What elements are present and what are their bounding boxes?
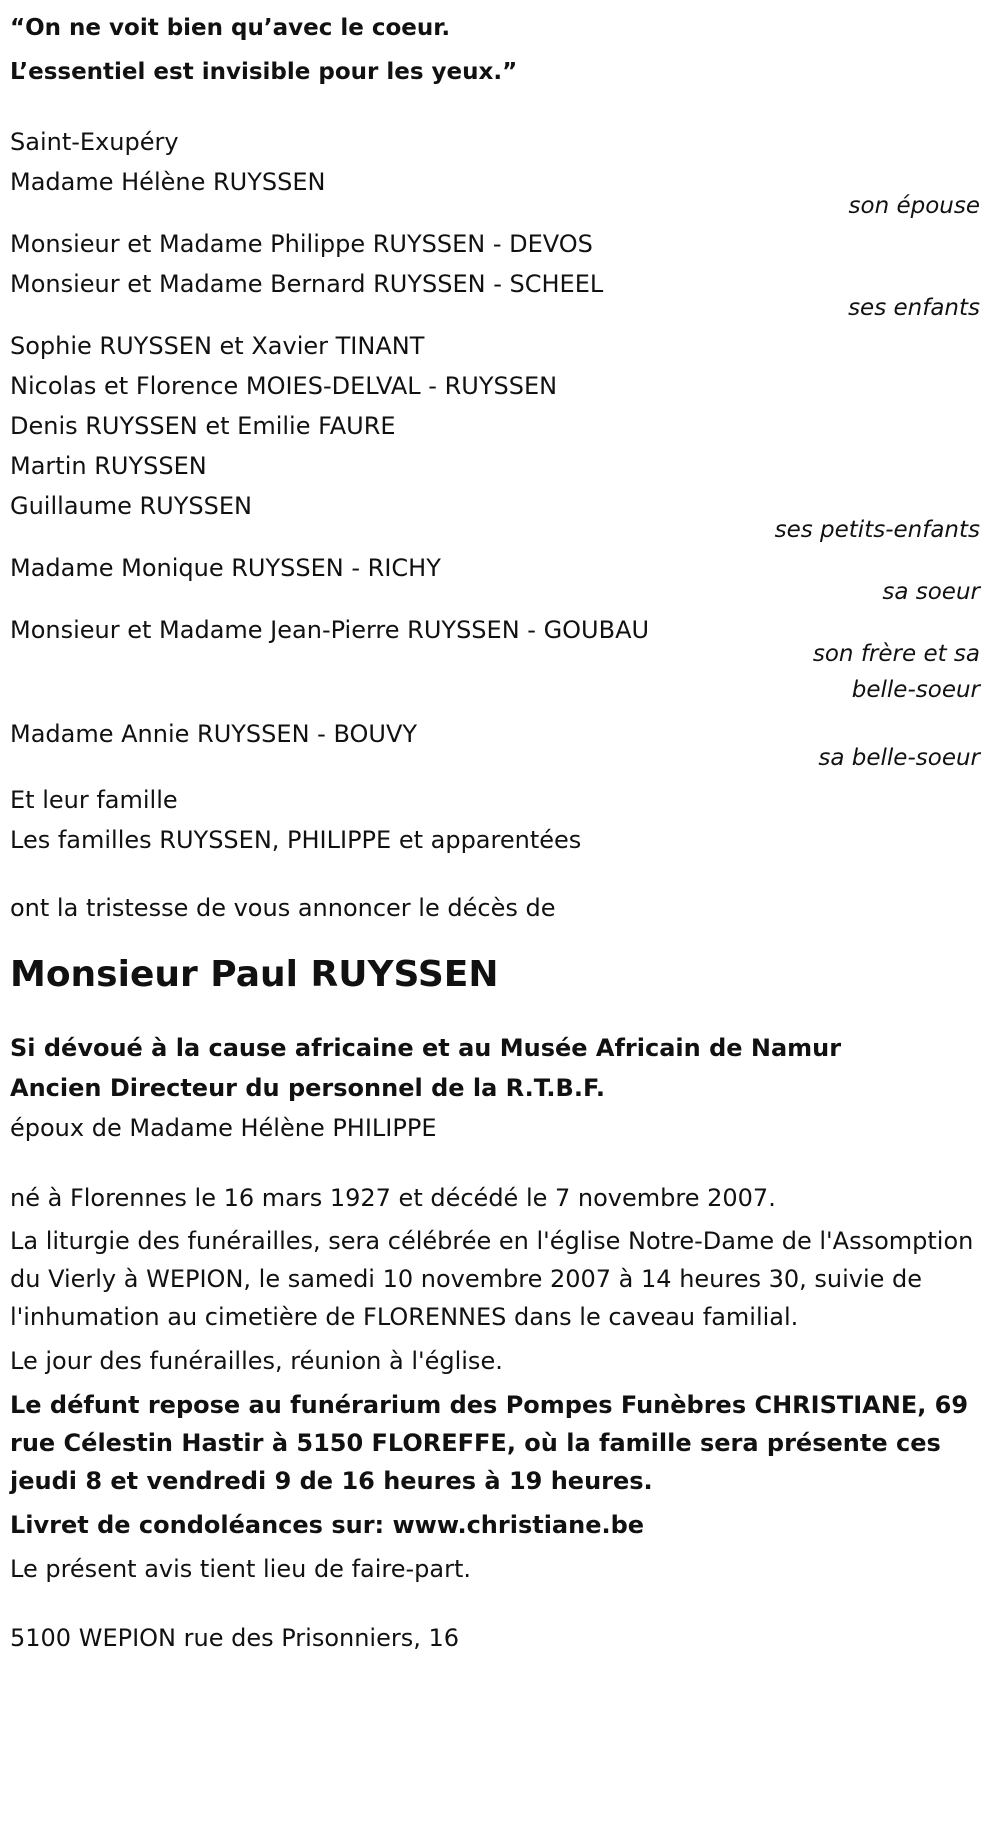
deceased-name: Monsieur Paul RUYSSEN: [10, 954, 499, 995]
deceased-title: Ancien Directeur du personnel de la R.T.B.F.: [10, 1074, 605, 1102]
quote-author: Saint-Exupéry: [10, 128, 179, 156]
family-relation: sa belle-soeur: [818, 745, 980, 771]
condolences-line: Livret de condoléances sur: www.christiane.be: [10, 1511, 645, 1539]
address-line: 5100 WEPION rue des Prisonniers, 16: [10, 1624, 460, 1652]
family-name: Monsieur et Madame Bernard RUYSSEN - SCHEEL: [10, 270, 604, 298]
family-name: Monsieur et Madame Philippe RUYSSEN - DEVOS: [10, 230, 593, 258]
family-name: Sophie RUYSSEN et Xavier TINANT: [10, 332, 425, 360]
family-relation: ses petits-enfants: [774, 517, 980, 543]
quote-line-2: L’essentiel est invisible pour les yeux.”: [10, 59, 518, 85]
family-relation-line-2: belle-soeur: [851, 677, 980, 703]
family-name: Madame Annie RUYSSEN - BOUVY: [10, 720, 418, 748]
family-relation: son épouse: [848, 193, 980, 219]
family-name: Guillaume RUYSSEN: [10, 492, 252, 520]
family-name: Nicolas et Florence MOIES-DELVAL - RUYSSEN: [10, 372, 558, 400]
family-name: Monsieur et Madame Jean-Pierre RUYSSEN - GOUBAU: [10, 616, 650, 644]
family-name: Madame Hélène RUYSSEN: [10, 168, 326, 196]
funeral-home-paragraph: Le défunt repose au funérarium des Pompes Funèbres CHRISTIANE, 69 rue Célestin Hastir à 5150 FLOREFFE, où la famille sera présente ces jeudi 8 et vendredi 9 de 16 heures à 19 heures.: [10, 1391, 969, 1495]
family-relation-line-1: son frère et sa: [812, 641, 980, 667]
notice-line: Le présent avis tient lieu de faire-part.: [10, 1555, 472, 1583]
family-list: [10, 162, 990, 776]
meeting-line: Le jour des funérailles, réunion à l'église.: [10, 1347, 503, 1375]
quote-line-1: “On ne voit bien qu’avec le coeur.: [10, 15, 451, 41]
birth-death-line: né à Florennes le 16 mars 1927 et décédé le 7 novembre 2007.: [10, 1184, 776, 1212]
family-relation: ses enfants: [848, 295, 980, 321]
deceased-title: Si dévoué à la cause africaine et au Musée Africain de Namur: [10, 1034, 842, 1062]
announcement-text: ont la tristesse de vous annoncer le décès de: [10, 894, 556, 922]
family-name: Madame Monique RUYSSEN - RICHY: [10, 554, 441, 582]
spouse-line: époux de Madame Hélène PHILIPPE: [10, 1114, 437, 1142]
family-name: Denis RUYSSEN et Emilie FAURE: [10, 412, 396, 440]
family-name: Martin RUYSSEN: [10, 452, 207, 480]
family-relation: sa soeur: [882, 579, 980, 605]
liturgy-paragraph: La liturgie des funérailles, sera célébrée en l'église Notre-Dame de l'Assomption du Vierly à WEPION, le samedi 10 novembre 2007 à 14 heures 30, suivie de l'inhumation au cimetière de FLORENNES dans le caveau familial.: [10, 1227, 974, 1331]
family-group: [10, 326, 990, 526]
extended-family-line: Et leur famille: [10, 786, 178, 814]
extended-family-line: Les familles RUYSSEN, PHILIPPE et apparentées: [10, 826, 582, 854]
